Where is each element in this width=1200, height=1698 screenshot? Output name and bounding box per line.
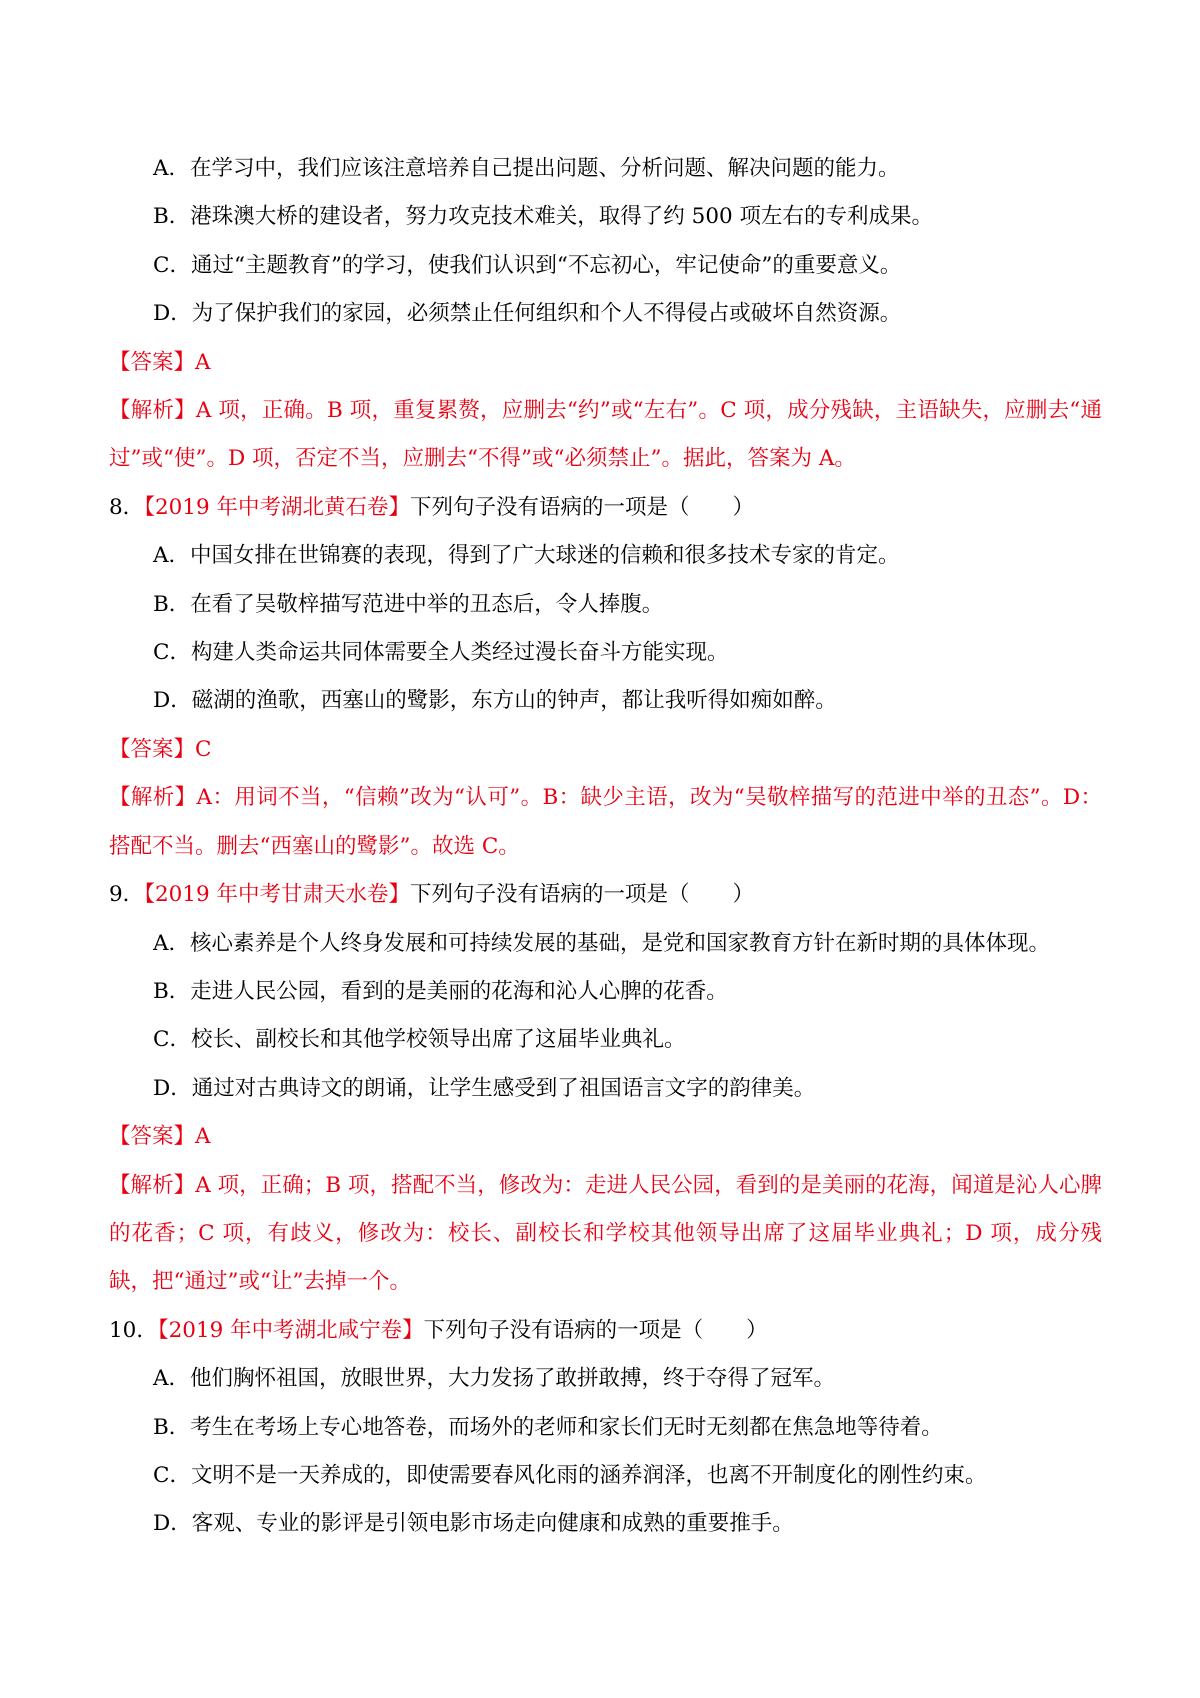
question-number: 9． bbox=[109, 882, 145, 908]
option-b: B．考生在考场上专心地答卷，而场外的老师和家长们无时无刻都在焦急地等待着。 bbox=[153, 1414, 943, 1440]
option-c: C．校长、副校长和其他学校领导出席了这届毕业典礼。 bbox=[153, 1027, 686, 1053]
question-number: 8． bbox=[109, 494, 145, 520]
answer-line bbox=[109, 1113, 1102, 1161]
answer-value: A bbox=[195, 349, 211, 375]
option-d: D．通过对古典诗文的朗诵，让学生感受到了祖国语言文字的韵律美。 bbox=[153, 1075, 816, 1101]
analysis-text: A 项，正确；B 项，搭配不当，修改为：走进人民公园，看到的是美丽的花海，闻道是沁人心脾的花香；C 项，有歧义，修改为：校长、副校长和学校其他领导出席了这届毕业典礼；D 项，成分残缺，把“通过”或“让”去掉一个。 bbox=[109, 1172, 1102, 1295]
option-d: D．磁湖的渔歌，西塞山的鹭影，东方山的钟声，都让我听得如痴如醉。 bbox=[153, 688, 837, 714]
question-number: 10． bbox=[109, 1317, 158, 1343]
option-a: A．核心素养是个人终身发展和可持续发展的基础，是党和国家教育方针在新时期的具体体现。 bbox=[153, 930, 1051, 956]
option-b: B．港珠澳大桥的建设者，努力攻克技术难关，取得了约 500 项左右的专利成果。 bbox=[153, 204, 934, 230]
analysis-text: A 项，正确。B 项，重复累赘，应删去“约”或“左右”。C 项，成分残缺，主语缺失，应删去“通过”或“使”。D 项，否定不当，应删去“不得”或“必须禁止”。据此，答案为 A。 bbox=[109, 398, 1102, 472]
option-a: A．他们胸怀祖国，放眼世界，大力发扬了敢拼敢搏，终于夺得了冠军。 bbox=[153, 1366, 836, 1392]
analysis-text: A：用词不当，“信赖”改为“认可”。B：缺少主语，改为“吴敬梓描写的范进中举的丑态”。D：搭配不当。删去“西塞山的鹭影”。故选 C。 bbox=[109, 785, 1102, 859]
question-source: 【2019 年中考湖北黄石卷】 bbox=[144, 494, 410, 520]
answer-value: A bbox=[195, 1124, 211, 1150]
option-b: B．在看了吴敬梓描写范进中举的丑态后，令人捧腹。 bbox=[153, 591, 664, 617]
question-text: 下列句子没有语病的一项是（ ） bbox=[410, 494, 755, 520]
option-a: A．在学习中，我们应该注意培养自己提出问题、分析问题、解决问题的能力。 bbox=[153, 156, 900, 181]
question-source: 【2019 年中考甘肃天水卷】 bbox=[144, 882, 410, 908]
option-c: C．文明不是一天养成的，即使需要春风化雨的涵养润泽，也离不开制度化的刚性约束。 bbox=[153, 1462, 987, 1488]
answer-line bbox=[109, 339, 1102, 387]
option-b: B．走进人民公园，看到的是美丽的花海和沁人心脾的花香。 bbox=[153, 978, 728, 1004]
question-stem bbox=[109, 484, 1102, 532]
analysis-paragraph bbox=[109, 1162, 1102, 1307]
question-source: 【2019 年中考湖北咸宁卷】 bbox=[157, 1317, 424, 1343]
option-d: D．客观、专业的影评是引领电影市场走向健康和成熟的重要推手。 bbox=[153, 1511, 794, 1537]
option-c: C．构建人类命运共同体需要全人类经过漫长奋斗方能实现。 bbox=[153, 640, 729, 666]
option-d: D．为了保护我们的家园，必须禁止任何组织和个人不得侵占或破坏自然资源。 bbox=[153, 301, 902, 327]
question-stem bbox=[109, 1307, 1102, 1355]
question-text: 下列句子没有语病的一项是（ ） bbox=[410, 882, 755, 908]
option-c: C．通过“主题教育”的学习，使我们认识到“不忘初心，牢记使命”的重要意义。 bbox=[153, 252, 902, 278]
answer-label: 【答案】 bbox=[109, 1124, 196, 1150]
option-a: A．中国女排在世锦赛的表现，得到了广大球迷的信赖和很多技术专家的肯定。 bbox=[153, 543, 900, 569]
analysis-label: 【解析】 bbox=[109, 1172, 196, 1198]
analysis-label: 【解析】 bbox=[109, 785, 197, 811]
answer-label: 【答案】 bbox=[109, 349, 196, 375]
analysis-label: 【解析】 bbox=[109, 398, 196, 424]
answer-value: C bbox=[195, 736, 212, 762]
answer-line bbox=[109, 726, 1102, 774]
question-text: 下列句子没有语病的一项是（ ） bbox=[423, 1317, 768, 1343]
analysis-paragraph bbox=[109, 387, 1102, 484]
question-stem bbox=[109, 871, 1102, 919]
answer-label: 【答案】 bbox=[109, 736, 196, 762]
analysis-paragraph bbox=[109, 774, 1102, 871]
